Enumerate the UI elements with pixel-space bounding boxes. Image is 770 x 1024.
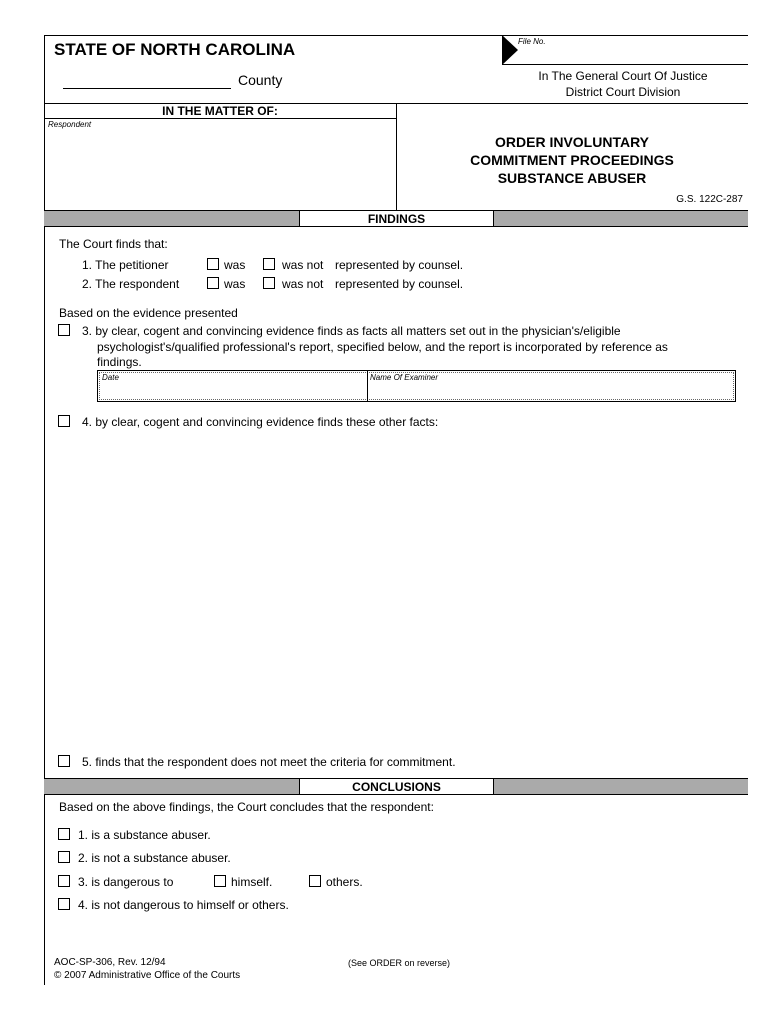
petitioner-label: 1. The petitioner	[82, 258, 169, 272]
petitioner-was-not-checkbox[interactable]	[263, 258, 275, 270]
statute-reference: G.S. 122C-287	[676, 194, 743, 205]
see-order-note: (See ORDER on reverse)	[348, 958, 451, 968]
court-line-1: In The General Court Of Justice	[538, 69, 708, 83]
conclusions-heading: CONCLUSIONS	[299, 778, 494, 795]
matter-heading-underline	[44, 118, 396, 119]
examiner-name-input[interactable]	[370, 384, 732, 399]
finding-3-line-3: findings.	[97, 355, 142, 369]
copyright-text: © 2007 Administrative Office of the Courts	[54, 970, 241, 981]
dangerous-others-label: others.	[326, 875, 363, 889]
respondent-was-checkbox[interactable]	[207, 277, 219, 289]
doc-title-line-1: ORDER INVOLUNTARY	[495, 134, 649, 150]
respondent-input[interactable]	[48, 132, 392, 206]
conclusion-4-checkbox[interactable]	[58, 898, 70, 910]
finding-4-facts-input[interactable]	[97, 434, 737, 744]
matter-vertical-divider	[396, 103, 397, 210]
respondent-label: Respondent	[48, 120, 92, 129]
report-date-input[interactable]	[102, 384, 362, 399]
respondent-was-not-label: was not	[282, 277, 324, 291]
petitioner-represented-text: represented by counsel.	[335, 258, 464, 272]
finding-3-checkbox[interactable]	[58, 324, 70, 336]
petitioner-was-not-label: was not	[282, 258, 324, 272]
conclusions-band	[44, 778, 748, 795]
file-no-arrow-icon	[502, 35, 518, 65]
finding-3-line-1: 3. by clear, cogent and convincing evidence finds as facts all matters set out in the physician's/eligible	[82, 324, 621, 338]
report-date-label: Date	[102, 373, 119, 382]
based-on-evidence-text: Based on the evidence presented	[59, 306, 238, 320]
conclusion-2-text: 2. is not a substance abuser.	[78, 851, 231, 865]
findings-heading: FINDINGS	[299, 210, 494, 227]
form-left-border	[44, 35, 45, 985]
dangerous-himself-checkbox[interactable]	[214, 875, 226, 887]
county-label: County	[238, 72, 283, 88]
findings-band	[44, 210, 748, 227]
court-line-2: District Court Division	[565, 85, 681, 99]
petitioner-was-checkbox[interactable]	[207, 258, 219, 270]
conclusion-2-checkbox[interactable]	[58, 851, 70, 863]
county-input[interactable]	[66, 72, 228, 87]
conclusion-1-checkbox[interactable]	[58, 828, 70, 840]
form-number: AOC-SP-306, Rev. 12/94	[54, 957, 166, 968]
respondent-was-not-checkbox[interactable]	[263, 277, 275, 289]
dangerous-others-checkbox[interactable]	[309, 875, 321, 887]
matter-heading: IN THE MATTER OF:	[162, 104, 278, 118]
finding-4-checkbox[interactable]	[58, 415, 70, 427]
petitioner-was-label: was	[224, 258, 246, 272]
respondent-was-label: was	[224, 277, 246, 291]
doc-title-line-3: SUBSTANCE ABUSER	[497, 170, 647, 186]
dangerous-himself-label: himself.	[231, 875, 273, 889]
finding-5-checkbox[interactable]	[58, 755, 70, 767]
conclusion-1-text: 1. is a substance abuser.	[78, 828, 211, 842]
file-no-label: File No.	[518, 37, 546, 46]
file-no-divider	[502, 64, 748, 65]
conclusion-3-text: 3. is dangerous to	[78, 875, 174, 889]
doc-title-line-2: COMMITMENT PROCEEDINGS	[470, 152, 674, 168]
finding-5-text: 5. finds that the respondent does not meet the criteria for commitment.	[82, 755, 456, 769]
examiner-name-label: Name Of Examiner	[370, 373, 439, 382]
form-top-border	[44, 35, 748, 36]
finding-3-line-2: psychologist's/qualified professional's report, specified below, and the report is incorporated by reference as	[97, 340, 668, 354]
finding-4-text: 4. by clear, cogent and convincing evidence finds these other facts:	[82, 415, 439, 429]
respondent-represented-text: represented by counsel.	[335, 277, 464, 291]
county-input-line	[63, 88, 231, 89]
conclusion-3-checkbox[interactable]	[58, 875, 70, 887]
conclusions-intro: Based on the above findings, the Court concludes that the respondent:	[59, 800, 434, 814]
respondent-rep-label: 2. The respondent	[82, 277, 180, 291]
findings-intro: The Court finds that:	[59, 237, 168, 251]
conclusion-4-text: 4. is not dangerous to himself or others.	[78, 898, 289, 912]
report-details-divider	[367, 370, 368, 402]
state-title: STATE OF NORTH CAROLINA	[54, 40, 296, 59]
file-no-input[interactable]	[518, 46, 746, 62]
